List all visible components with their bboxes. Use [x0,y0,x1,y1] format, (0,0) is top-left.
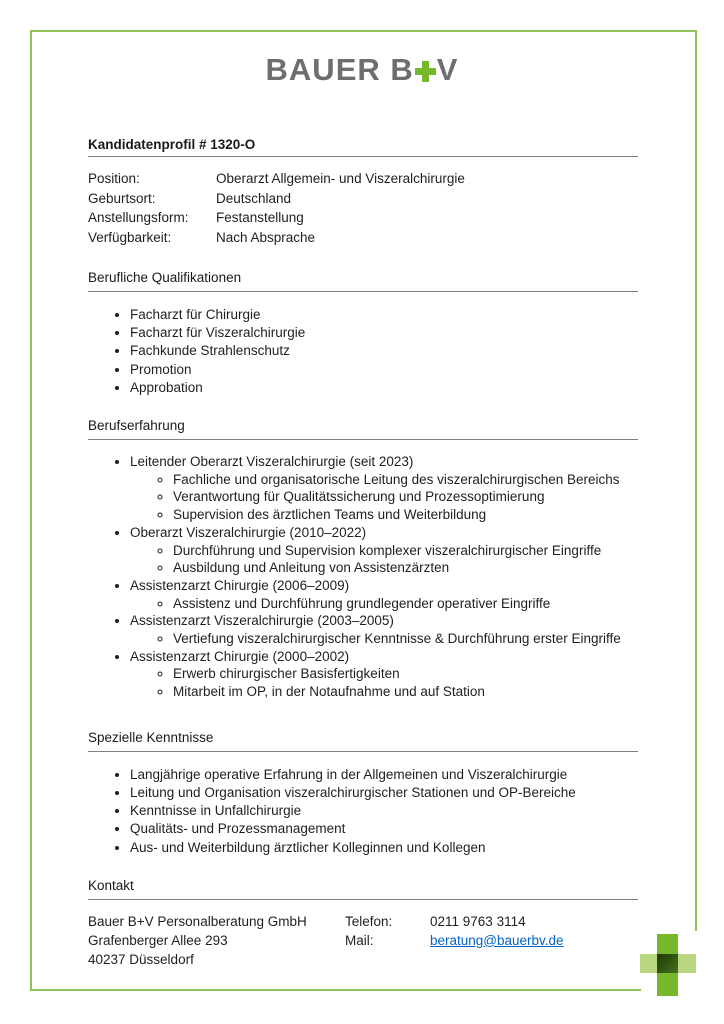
section-title-contact: Kontakt [88,879,638,900]
list-item: • Promotion [130,361,638,379]
field-value: Deutschland [216,190,292,206]
list-item: ◦ Assistenz und Durchführung grundlegender operativer Eingriffe [173,595,638,613]
section-experience [88,419,638,701]
experience-entry [130,577,638,612]
company-street: Grafenberger Allee 293 [88,932,228,948]
contact-row-phone [345,912,638,931]
document-content [88,138,638,969]
contact-row-mail [345,931,638,950]
field-row-position [88,169,638,189]
list-item: ◦ Verantwortung für Qualitätssicherung und Prozessoptimierung [173,488,638,506]
company-logo [0,52,724,88]
profile-fields [88,169,638,247]
list-item: ◦ Erwerb chirurgischer Basisfertigkeiten [173,665,638,683]
experience-sublist [130,630,638,648]
page-border-bottom [30,989,641,991]
company-name: Bauer B+V Personalberatung GmbH [88,913,307,929]
logo-text-suffix: V [436,52,459,87]
page-border-left [30,30,32,991]
list-item: • Fachkunde Strahlenschutz [130,342,638,360]
experience-title: Assistenzarzt Chirurgie (2000–2002) [130,648,350,664]
experience-sublist [130,542,638,577]
list-item: ◦ Durchführung und Supervision komplexer viszeralchirurgischer Eingriffe [173,542,638,560]
field-value: Festanstellung [216,210,304,225]
field-row-geburtsort [88,189,638,209]
company-city: 40237 Düsseldorf [88,951,194,967]
experience-entry [130,612,638,647]
profile-title: Kandidatenprofil # 1320-O [88,138,638,157]
list-item: ◦ Vertiefung viszeralchirurgischer Kenntnisse & Durchführung erster Eingriffe [173,630,638,648]
cross-icon [640,934,696,996]
section-skills [88,731,638,857]
phone-label: Telefon: [345,913,393,929]
contact-address [88,912,345,969]
field-row-anstellungsform [88,208,638,228]
field-label: Geburtsort: [88,190,156,206]
list-item: • Kenntnisse in Unfallchirurgie [130,802,638,820]
section-title-skills: Spezielle Kenntnisse [88,731,638,752]
field-value: Oberarzt Allgemein- und Viszeralchirurgie [216,171,465,186]
experience-sublist [130,595,638,613]
list-item: • Facharzt für Viszeralchirurgie [130,324,638,342]
field-label: Verfügbarkeit: [88,229,172,245]
list-item: • Leitung und Organisation viszeralchirurgischer Stationen und OP-Bereiche [130,784,638,802]
mail-label: Mail: [345,932,374,948]
experience-title: Assistenzarzt Viszeralchirurgie (2003–2005) [130,613,394,629]
email-link[interactable]: beratung@bauerbv.de [430,932,564,948]
logo-text-prefix: BAUER B [265,52,414,87]
experience-entry [130,524,638,577]
experience-title: Assistenzarzt Chirurgie (2006–2009) [130,577,350,593]
contact-block [88,912,638,969]
experience-entry [130,453,638,524]
plus-icon [415,61,436,82]
field-label: Position: [88,171,140,186]
phone-number: 0211 9763 3114 [430,913,526,929]
list-item: • Langjährige operative Erfahrung in der Allgemeinen und Viszeralchirurgie [130,766,638,784]
list-item: ◦ Fachliche und organisatorische Leitung des viszeralchirurgischen Bereichs [173,471,638,489]
list-item: • Qualitäts- und Prozessmanagement [130,820,638,838]
list-item: • Aus- und Weiterbildung ärztlicher Kolleginnen und Kollegen [130,839,638,857]
section-contact [88,879,638,969]
qualifications-list [88,306,638,397]
skills-list [88,766,638,857]
field-label: Anstellungsform: [88,210,189,225]
experience-entry [130,648,638,701]
experience-title: Leitender Oberarzt Viszeralchirurgie (seit 2023) [130,454,414,470]
section-qualifications [88,271,638,397]
section-title-qualifications: Berufliche Qualifikationen [88,271,638,292]
experience-sublist [130,665,638,700]
list-item: ◦ Mitarbeit im OP, in der Notaufnahme und auf Station [173,683,638,701]
experience-list [88,453,638,701]
list-item: ◦ Supervision des ärztlichen Teams und Weiterbildung [173,506,638,524]
page-border-top [30,30,697,32]
list-item: • Facharzt für Chirurgie [130,306,638,324]
list-item: ◦ Ausbildung und Anleitung von Assistenzärzten [173,559,638,577]
experience-sublist [130,471,638,524]
page-border-right [695,30,697,931]
field-value: Nach Absprache [216,229,316,245]
experience-title: Oberarzt Viszeralchirurgie (2010–2022) [130,524,367,540]
field-row-verfuegbarkeit [88,228,638,248]
section-title-experience: Berufserfahrung [88,419,638,440]
list-item: • Approbation [130,379,638,397]
contact-details [345,912,638,969]
